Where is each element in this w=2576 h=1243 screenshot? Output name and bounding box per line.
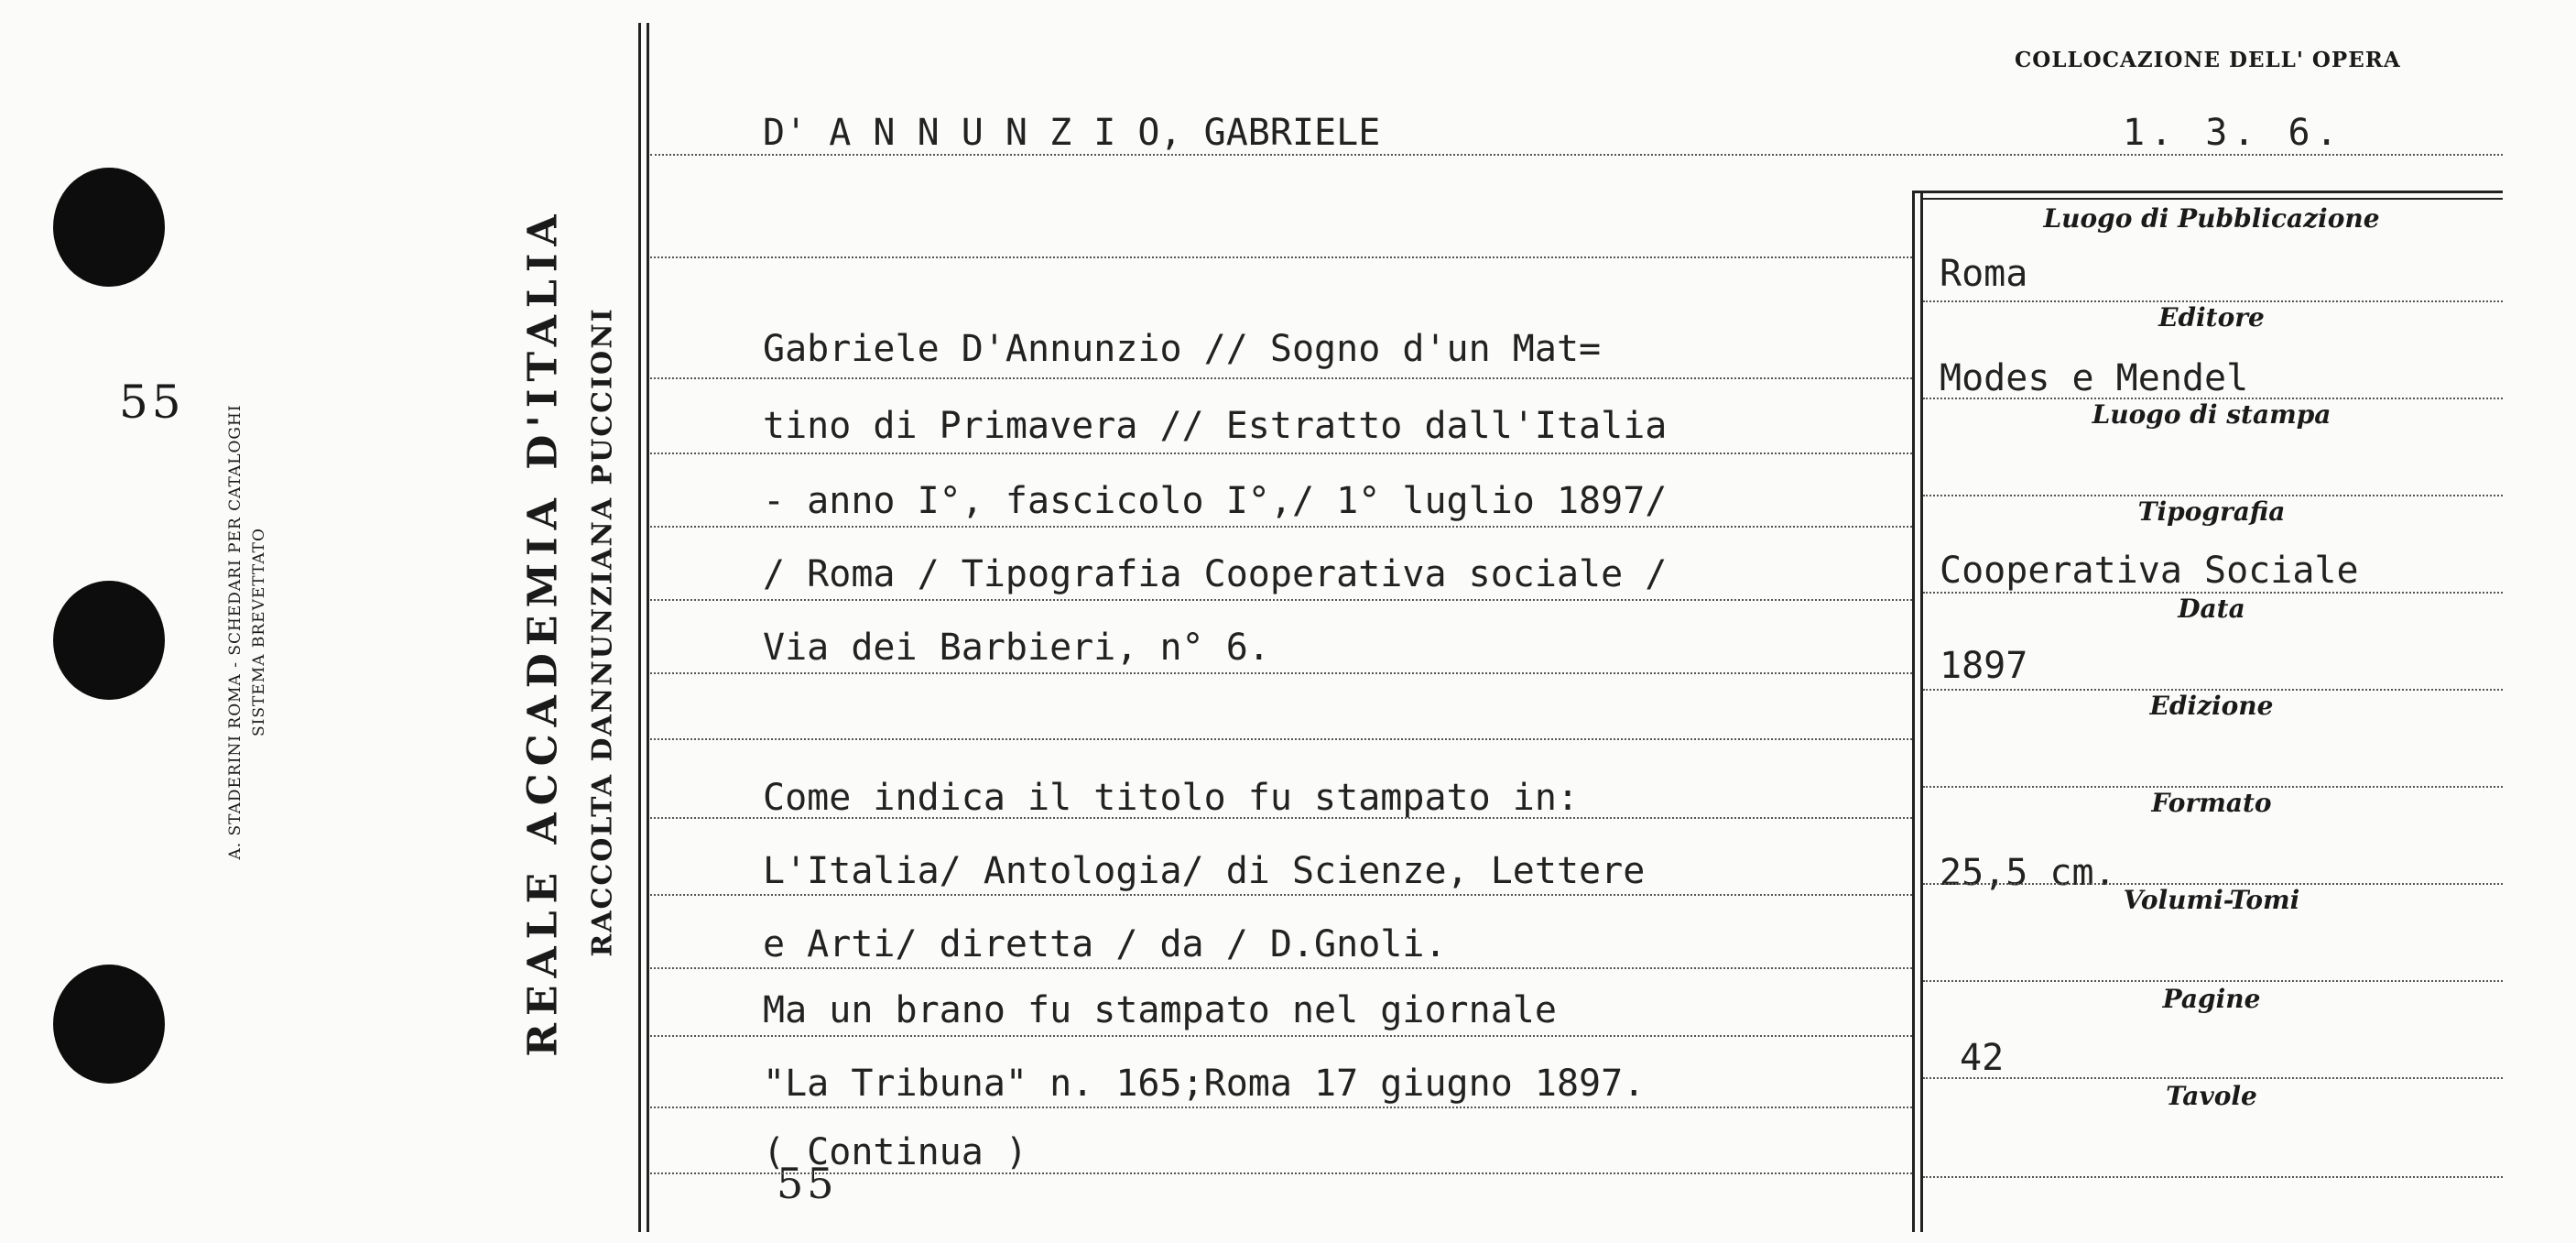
card-number: 55 [119, 376, 185, 429]
body-rule [650, 817, 1912, 819]
footer-number: 55 [777, 1159, 838, 1208]
header-rule [650, 154, 2503, 156]
fields-column-line-1 [1912, 192, 1915, 1232]
field-value-publisher: Modes e Mendel [1940, 357, 2249, 399]
body-line: Via dei Barbieri, n° 6. [763, 627, 1270, 669]
body-rule [650, 894, 1912, 896]
rule-2 [650, 256, 1912, 258]
field-rule [1923, 1077, 2503, 1079]
field-label-plates: Tavole [2166, 1081, 2257, 1111]
academy-title: REALE ACCADEMIA D'ITALIA [519, 207, 567, 1057]
field-label-volumes: Volumi-Tomi [2123, 885, 2300, 915]
field-rule [1923, 980, 2503, 982]
punch-hole-middle [53, 581, 165, 700]
printer-imprint [223, 404, 271, 859]
body-rule [650, 738, 1912, 740]
field-rule [1923, 786, 2503, 788]
location-value: 1. 3. 6. [2123, 112, 2343, 154]
field-rule [1923, 689, 2503, 691]
body-line: Ma un brano fu stampato nel giornale [763, 989, 1557, 1031]
field-label-date: Data [2178, 594, 2245, 624]
body-line: tino di Primavera // Estratto dall'Italia [763, 405, 1668, 447]
author-heading: D' A N N U N Z I O, GABRIELE [763, 112, 1381, 154]
body-line: - anno I°, fascicolo I°,/ 1° luglio 1897/ [763, 480, 1668, 522]
body-rule [650, 967, 1912, 969]
body-rule [650, 1035, 1912, 1037]
field-value-format: 25,5 cm. [1940, 852, 2116, 894]
field-rule [1923, 592, 2503, 594]
field-rule [1923, 398, 2503, 399]
field-value-pages: 42 [1960, 1037, 2005, 1079]
body-rule [650, 1172, 1912, 1174]
field-rule [1923, 300, 2503, 302]
body-rule [650, 526, 1912, 528]
body-rule [650, 1107, 1912, 1108]
field-value-printer: Cooperativa Sociale [1940, 550, 2359, 592]
body-rule [650, 452, 1912, 454]
field-label-edition: Edizione [2149, 691, 2274, 721]
field-label-place-of-printing: Luogo di stampa [2092, 399, 2331, 430]
body-line: e Arti/ diretta / da / D.Gnoli. [763, 923, 1447, 965]
collection-title: RACCOLTA DANNUNZIANA PUCCIONI [586, 307, 619, 957]
field-label-format: Formato [2151, 788, 2272, 818]
field-label-place-of-publication: Luogo di Pubblicazione [2043, 203, 2380, 234]
printer-line-1: A. STADERINI ROMA - SCHEDARI PER CATALOGHI [226, 404, 245, 860]
fields-box-top-line-2 [1920, 198, 2503, 200]
field-rule [1923, 883, 2503, 885]
field-label-pages: Pagine [2162, 984, 2261, 1014]
fields-box-top-line [1912, 191, 2503, 193]
body-rule [650, 599, 1912, 601]
field-value-place-of-publication: Roma [1940, 253, 2028, 295]
punch-hole-bottom [53, 965, 165, 1084]
body-line: "La Tribuna" n. 165;Roma 17 giugno 1897. [763, 1063, 1646, 1105]
punch-hole-top [53, 168, 165, 287]
body-line: / Roma / Tipografia Cooperativa sociale / [763, 553, 1668, 595]
field-rule [1923, 495, 2503, 496]
body-line: L'Italia/ Antologia/ di Scienze, Lettere [763, 850, 1646, 892]
location-label: COLLOCAZIONE DELL' OPERA [2015, 48, 2401, 72]
field-value-date: 1897 [1940, 645, 2028, 687]
body-rule [650, 672, 1912, 674]
printer-line-2: SISTEMA BREVETTATO [250, 528, 268, 736]
body-line: ( Continua ) [763, 1131, 1027, 1173]
field-label-publisher: Editore [2158, 302, 2265, 333]
body-rule [650, 377, 1912, 379]
field-rule [1923, 1176, 2503, 1178]
left-margin-line-2 [647, 23, 649, 1232]
left-margin-line-1 [638, 23, 641, 1232]
body-line: Gabriele D'Annunzio // Sogno d'un Mat= [763, 328, 1602, 370]
body-line: Come indica il titolo fu stampato in: [763, 777, 1580, 819]
field-label-printer: Tipografia [2137, 496, 2286, 527]
